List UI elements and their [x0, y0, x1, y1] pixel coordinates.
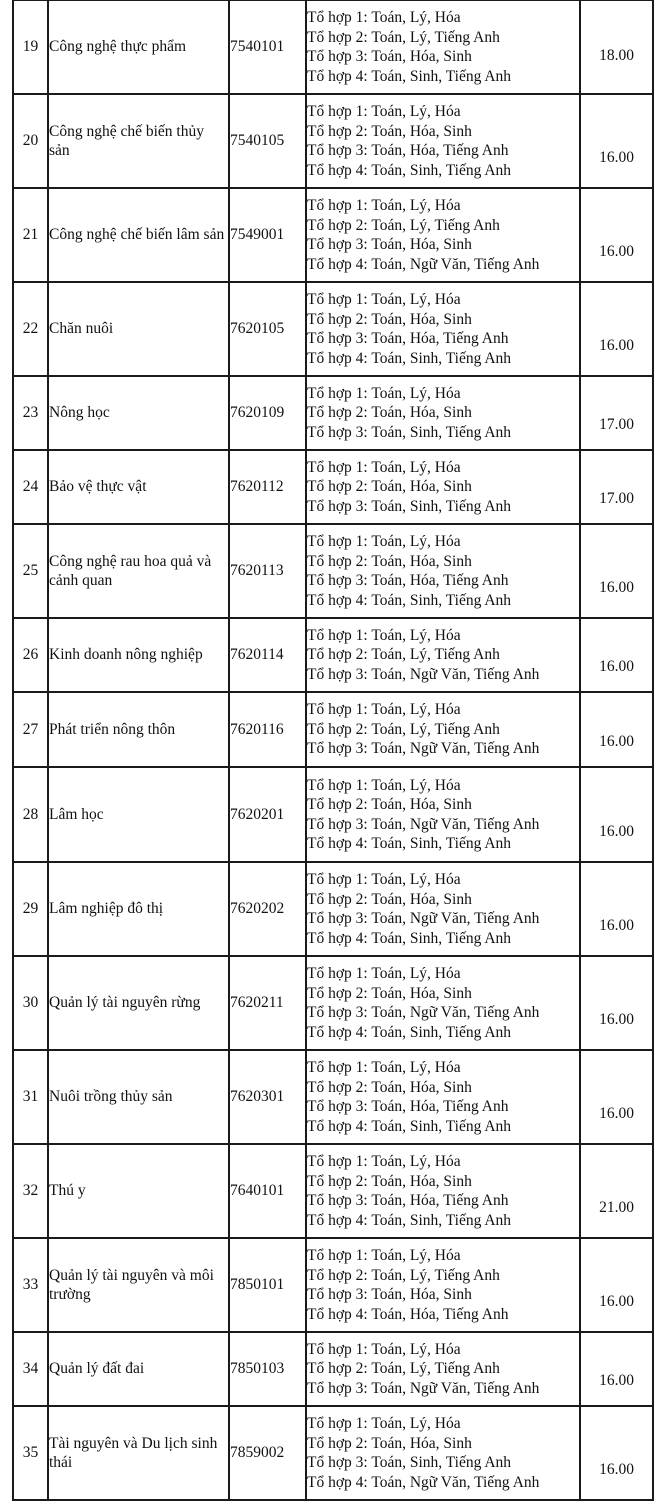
subject-combinations [306, 618, 580, 692]
combination-line: Tổ hợp 2: Toán, Lý, Tiếng Anh [307, 1360, 500, 1378]
major-code: 7620113 [229, 524, 306, 618]
combination-line: Tổ hợp 2: Toán, Hóa, Sinh [307, 310, 472, 328]
cutoff-score: 16.00 [599, 917, 634, 935]
combination-line: Tổ hợp 4: Toán, Ngữ Văn, Tiếng Anh [307, 255, 540, 273]
major-name: Công nghệ thực phẩm [48, 0, 229, 94]
major-code: 7850103 [229, 1332, 306, 1406]
combination-line: Tổ hợp 2: Toán, Lý, Tiếng Anh [307, 646, 500, 664]
combination-line: Tổ hợp 2: Toán, Hóa, Sinh [307, 1172, 472, 1190]
subject-combinations [306, 524, 580, 618]
row-number: 23 [13, 376, 48, 450]
row-number: 31 [13, 1050, 48, 1144]
cutoff-score: 16.00 [599, 1461, 634, 1479]
table-row [13, 0, 653, 94]
cutoff-score-cell [580, 1238, 653, 1332]
table-row [13, 956, 653, 1050]
combination-line: Tổ hợp 1: Toán, Lý, Hóa [307, 701, 461, 719]
cutoff-score-cell [580, 524, 653, 618]
cutoff-score: 16.00 [599, 1293, 634, 1311]
subject-combinations [306, 1238, 580, 1332]
combination-line: Tổ hợp 1: Toán, Lý, Hóa [307, 197, 461, 214]
major-name: Nuôi trồng thủy sản [48, 1050, 229, 1144]
table-row [13, 767, 653, 862]
table-row [13, 1406, 653, 1500]
major-code: 7620211 [229, 956, 306, 1050]
combination-line: Tổ hợp 4: Toán, Sinh, Tiếng Anh [307, 161, 512, 179]
combination-line: Tổ hợp 1: Toán, Lý, Hóa [307, 1340, 461, 1358]
major-name: Chăn nuôi [48, 282, 229, 376]
combination-line: Tổ hợp 3: Toán, Ngữ Văn, Tiếng Anh [307, 1379, 540, 1397]
subject-combinations [306, 188, 580, 282]
combination-line: Tổ hợp 3: Toán, Sinh, Tiếng Anh [307, 1454, 512, 1471]
cutoff-score: 16.00 [599, 149, 634, 167]
combination-line: Tổ hợp 3: Toán, Sinh, Tiếng Anh [307, 497, 512, 515]
cutoff-score-cell [580, 376, 653, 450]
major-code: 7620112 [229, 450, 306, 524]
combination-line: Tổ hợp 3: Toán, Ngữ Văn, Tiếng Anh [307, 665, 540, 683]
cutoff-score-cell [580, 1406, 653, 1500]
major-name: Quản lý tài nguyên và môi trường [48, 1238, 229, 1332]
major-code: 7850101 [229, 1238, 306, 1332]
combination-line: Tổ hợp 4: Toán, Sinh, Tiếng Anh [307, 929, 512, 947]
combination-line: Tổ hợp 1: Toán, Lý, Hóa [307, 1059, 461, 1076]
row-number: 20 [13, 94, 48, 188]
cutoff-score: 16.00 [599, 822, 634, 840]
major-code: 7620116 [229, 692, 306, 767]
row-number: 27 [13, 692, 48, 767]
combination-line: Tổ hợp 1: Toán, Lý, Hóa [307, 871, 461, 888]
combination-line: Tổ hợp 2: Toán, Lý, Tiếng Anh [307, 216, 500, 234]
combination-line: Tổ hợp 2: Toán, Hóa, Sinh [307, 404, 472, 422]
subject-combinations [306, 1406, 580, 1500]
subject-combinations [306, 1332, 580, 1406]
row-number: 26 [13, 618, 48, 692]
combination-line: Tổ hợp 4: Toán, Sinh, Tiếng Anh [307, 67, 512, 85]
combination-line: Tổ hợp 2: Toán, Hóa, Sinh [307, 122, 472, 140]
cutoff-score-cell [580, 450, 653, 524]
combination-line: Tổ hợp 1: Toán, Lý, Hóa [307, 626, 461, 644]
combination-line: Tổ hợp 2: Toán, Hóa, Sinh [307, 796, 472, 813]
combination-line: Tổ hợp 2: Toán, Lý, Tiếng Anh [307, 720, 500, 738]
table-row [13, 1238, 653, 1332]
combination-line: Tổ hợp 4: Toán, Sinh, Tiếng Anh [307, 1117, 512, 1135]
combination-line: Tổ hợp 3: Toán, Hóa, Tiếng Anh [307, 1098, 509, 1115]
cutoff-score-cell [580, 862, 653, 956]
subject-combinations [306, 956, 580, 1050]
major-name: Công nghệ rau hoa quả và cảnh quan [48, 524, 229, 618]
combination-line: Tổ hợp 1: Toán, Lý, Hóa [307, 776, 461, 794]
major-code: 7620201 [229, 767, 306, 862]
cutoff-score-cell [580, 956, 653, 1050]
major-name: Lâm nghiệp đô thị [48, 862, 229, 956]
combination-line: Tổ hợp 2: Toán, Hóa, Sinh [307, 552, 472, 570]
major-name: Công nghệ chế biến thủy sản [48, 94, 229, 188]
cutoff-score: 16.00 [599, 658, 634, 676]
combination-line: Tổ hợp 1: Toán, Lý, Hóa [307, 1247, 461, 1264]
cutoff-score-cell [580, 94, 653, 188]
major-code: 7540101 [229, 0, 306, 94]
combination-line: Tổ hợp 2: Toán, Hóa, Sinh [307, 984, 472, 1002]
subject-combinations [306, 1144, 580, 1238]
table-row [13, 282, 653, 376]
combination-line: Tổ hợp 2: Toán, Hóa, Sinh [307, 1434, 472, 1452]
row-number: 32 [13, 1144, 48, 1238]
major-name: Bảo vệ thực vật [48, 450, 229, 524]
cutoff-score: 16.00 [599, 1372, 634, 1390]
cutoff-score: 17.00 [599, 416, 634, 434]
combination-line: Tổ hợp 2: Toán, Hóa, Sinh [307, 890, 472, 908]
combination-line: Tổ hợp 3: Toán, Hóa, Sinh [307, 1286, 472, 1303]
row-number: 22 [13, 282, 48, 376]
subject-combinations [306, 0, 580, 94]
row-number: 25 [13, 524, 48, 618]
combination-line: Tổ hợp 3: Toán, Hóa, Tiếng Anh [307, 142, 509, 159]
combination-line: Tổ hợp 3: Toán, Sinh, Tiếng Anh [307, 423, 512, 441]
row-number: 35 [13, 1406, 48, 1500]
cutoff-score-cell [580, 282, 653, 376]
cutoff-score: 16.00 [599, 243, 634, 261]
cutoff-score-cell [580, 1332, 653, 1406]
combination-line: Tổ hợp 3: Toán, Hóa, Tiếng Anh [307, 330, 509, 347]
combination-line: Tổ hợp 4: Toán, Sinh, Tiếng Anh [307, 349, 512, 367]
major-name: Quản lý tài nguyên rừng [48, 956, 229, 1050]
table-row [13, 524, 653, 618]
subject-combinations [306, 94, 580, 188]
combination-line: Tổ hợp 3: Toán, Ngữ Văn, Tiếng Anh [307, 1004, 540, 1021]
cutoff-score-cell [580, 188, 653, 282]
subject-combinations [306, 376, 580, 450]
combination-line: Tổ hợp 3: Toán, Hóa, Sinh [307, 236, 472, 253]
major-code: 7859002 [229, 1406, 306, 1500]
cutoff-score: 16.00 [599, 1011, 634, 1029]
combination-line: Tổ hợp 1: Toán, Lý, Hóa [307, 291, 461, 308]
row-number: 33 [13, 1238, 48, 1332]
cutoff-score: 21.00 [599, 1199, 634, 1217]
row-number: 28 [13, 767, 48, 862]
cutoff-score-cell [580, 1050, 653, 1144]
cutoff-score-cell [580, 692, 653, 767]
major-code: 7620202 [229, 862, 306, 956]
combination-line: Tổ hợp 2: Toán, Lý, Tiếng Anh [307, 1266, 500, 1284]
admissions-table [12, 0, 654, 1501]
cutoff-score-cell [580, 618, 653, 692]
combination-line: Tổ hợp 1: Toán, Lý, Hóa [307, 533, 461, 550]
row-number: 29 [13, 862, 48, 956]
major-name: Lâm học [48, 767, 229, 862]
table-row [13, 450, 653, 524]
combination-line: Tổ hợp 3: Toán, Hóa, Tiếng Anh [307, 1192, 509, 1209]
table-row [13, 1332, 653, 1406]
major-name: Nông học [48, 376, 229, 450]
combination-line: Tổ hợp 3: Toán, Ngữ Văn, Tiếng Anh [307, 910, 540, 927]
combination-line: Tổ hợp 3: Toán, Hóa, Tiếng Anh [307, 572, 509, 589]
major-name: Phát triển nông thôn [48, 692, 229, 767]
row-number: 19 [13, 0, 48, 94]
row-number: 30 [13, 956, 48, 1050]
cutoff-score: 18.00 [599, 46, 634, 64]
major-name: Quản lý đất đai [48, 1332, 229, 1406]
cutoff-score-cell [580, 1144, 653, 1238]
major-code: 7620109 [229, 376, 306, 450]
table-row [13, 692, 653, 767]
combination-line: Tổ hợp 4: Toán, Hóa, Tiếng Anh [307, 1305, 509, 1323]
major-code: 7549001 [229, 188, 306, 282]
combination-line: Tổ hợp 3: Toán, Ngữ Văn, Tiếng Anh [307, 815, 540, 833]
table-row [13, 862, 653, 956]
major-name: Thú y [48, 1144, 229, 1238]
combination-line: Tổ hợp 2: Toán, Lý, Tiếng Anh [307, 28, 500, 46]
cutoff-score-cell [580, 767, 653, 862]
cutoff-score-cell [580, 0, 653, 94]
subject-combinations [306, 1050, 580, 1144]
major-code: 7620105 [229, 282, 306, 376]
subject-combinations [306, 282, 580, 376]
table-row [13, 94, 653, 188]
table-body [13, 0, 653, 1500]
combination-line: Tổ hợp 3: Toán, Ngữ Văn, Tiếng Anh [307, 740, 540, 758]
row-number: 21 [13, 188, 48, 282]
combination-line: Tổ hợp 4: Toán, Sinh, Tiếng Anh [307, 1023, 512, 1041]
combination-line: Tổ hợp 4: Toán, Ngữ Văn, Tiếng Anh [307, 1473, 540, 1491]
major-name: Công nghệ chế biến lâm sản [48, 188, 229, 282]
subject-combinations [306, 767, 580, 862]
table-row [13, 1050, 653, 1144]
major-code: 7620114 [229, 618, 306, 692]
table-row [13, 618, 653, 692]
combination-line: Tổ hợp 3: Toán, Hóa, Sinh [307, 48, 472, 65]
subject-combinations [306, 450, 580, 524]
major-name: Tài nguyên và Du lịch sinh thái [48, 1406, 229, 1500]
subject-combinations [306, 862, 580, 956]
cutoff-score: 16.00 [599, 579, 634, 597]
row-number: 24 [13, 450, 48, 524]
combination-line: Tổ hợp 1: Toán, Lý, Hóa [307, 103, 461, 120]
combination-line: Tổ hợp 2: Toán, Hóa, Sinh [307, 478, 472, 496]
combination-line: Tổ hợp 1: Toán, Lý, Hóa [307, 965, 461, 982]
cutoff-score: 17.00 [599, 490, 634, 508]
combination-line: Tổ hợp 1: Toán, Lý, Hóa [307, 1153, 461, 1170]
table-row [13, 1144, 653, 1238]
table-row [13, 376, 653, 450]
combination-line: Tổ hợp 4: Toán, Sinh, Tiếng Anh [307, 591, 512, 609]
table-row [13, 188, 653, 282]
combination-line: Tổ hợp 1: Toán, Lý, Hóa [307, 458, 461, 476]
major-name: Kinh doanh nông nghiệp [48, 618, 229, 692]
combination-line: Tổ hợp 4: Toán, Sinh, Tiếng Anh [307, 1211, 512, 1229]
combination-line: Tổ hợp 2: Toán, Hóa, Sinh [307, 1078, 472, 1096]
cutoff-score: 16.00 [599, 1105, 634, 1123]
major-code: 7620301 [229, 1050, 306, 1144]
combination-line: Tổ hợp 1: Toán, Lý, Hóa [307, 384, 461, 402]
combination-line: Tổ hợp 1: Toán, Lý, Hóa [307, 9, 461, 26]
cutoff-score: 16.00 [599, 732, 634, 750]
combination-line: Tổ hợp 4: Toán, Sinh, Tiếng Anh [307, 835, 512, 852]
subject-combinations [306, 692, 580, 767]
major-code: 7540105 [229, 94, 306, 188]
cutoff-score: 16.00 [599, 337, 634, 355]
combination-line: Tổ hợp 1: Toán, Lý, Hóa [307, 1415, 461, 1432]
row-number: 34 [13, 1332, 48, 1406]
major-code: 7640101 [229, 1144, 306, 1238]
